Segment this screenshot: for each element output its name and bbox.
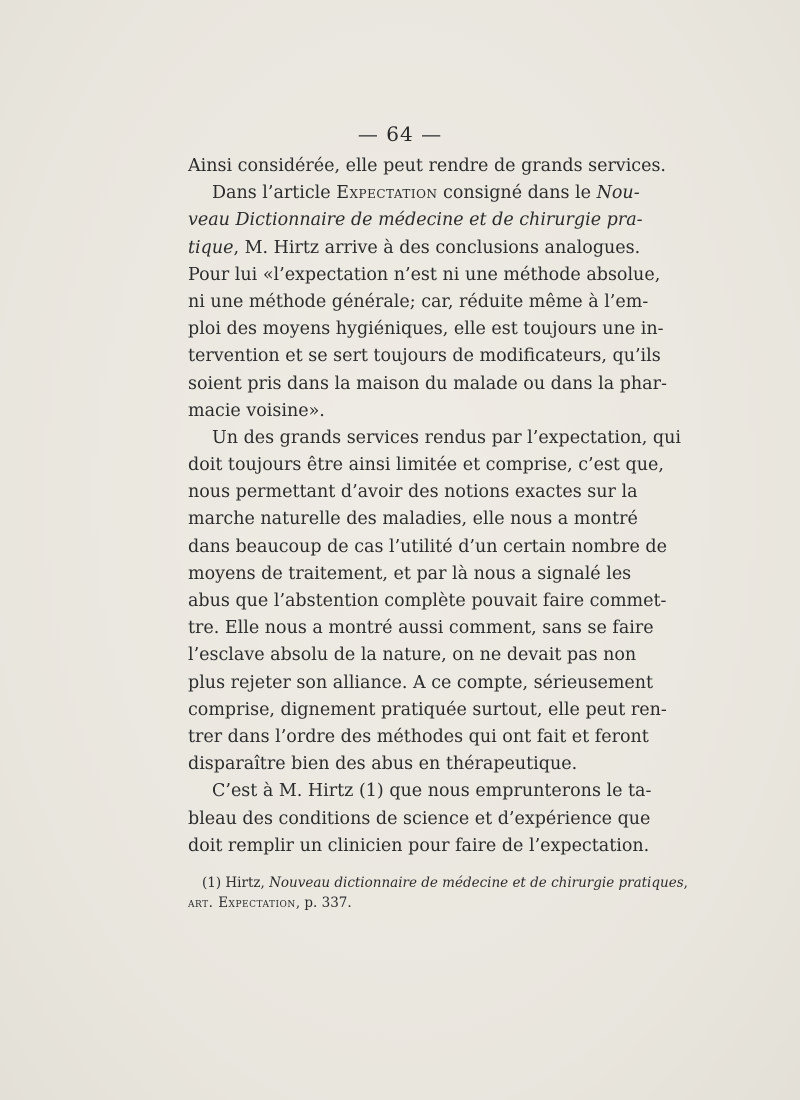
text-line: doit toujours être ainsi limitée et comprise, c’est que, [188, 455, 664, 476]
footnote-line: art. Expectation, p. 337. [188, 895, 352, 911]
page-number: — 64 — [357, 122, 443, 146]
text-line: trer dans l’ordre des méthodes qui ont fait et feront [188, 726, 649, 747]
text-line: doit remplir un clinicien pour faire de l’expectation. [188, 835, 650, 856]
text-line: tre. Elle nous a montré aussi comment, sans se faire [188, 618, 654, 639]
text-line: nous permettant d’avoir des notions exactes sur la [188, 482, 638, 503]
text-line: tique, M. Hirtz arrive à des conclusions analogues. [188, 237, 641, 258]
text-line: comprise, dignement pratiquée surtout, elle peut ren- [188, 699, 667, 720]
text-line: veau Dictionnaire de médecine et de chirurgie pra- [188, 210, 643, 231]
body-text [188, 153, 682, 860]
text-line: Ainsi considérée, elle peut rendre de grands services. [188, 156, 666, 176]
text-line: marche naturelle des maladies, elle nous a montré [188, 509, 638, 530]
text-line: Un des grands services rendus par l’expectation, qui [212, 427, 682, 448]
text-line: Dans l’article Expectation consigné dans le Nou- [212, 183, 640, 204]
text-line: macie voisine». [188, 400, 325, 421]
footnote [188, 873, 688, 913]
text-line: disparaître bien des abus en thérapeutique. [188, 754, 578, 775]
text-line: tervention et se sert toujours de modificateurs, qu’ils [188, 346, 661, 367]
text-line: abus que l’abstention complète pouvait faire commet- [188, 591, 667, 611]
text-line: Pour lui «l’expectation n’est ni une méthode absolue, [188, 264, 661, 285]
text-line: ploi des moyens hygiéniques, elle est toujours une in- [188, 319, 664, 340]
text-line: l’esclave absolu de la nature, on ne devait pas non [188, 645, 637, 666]
text-line: dans beaucoup de cas l’utilité d’un certain nombre de [188, 536, 667, 557]
text-line: moyens de traitement, et par là nous a signalé les [188, 563, 632, 584]
text-line: C’est à M. Hirtz (1) que nous emprunterons le ta- [212, 781, 652, 802]
text-line: plus rejeter son alliance. A ce compte, sérieusement [188, 672, 654, 693]
footnote-line: (1) Hirtz, Nouveau dictionnaire de médecine et de chirurgie pratiques, [202, 875, 688, 891]
text-line: bleau des conditions de science et d’expérience que [188, 808, 651, 829]
text-line: ni une méthode générale; car, réduite même à l’em- [188, 291, 649, 312]
text-line: soient pris dans la maison du malade ou dans la phar- [188, 373, 667, 394]
